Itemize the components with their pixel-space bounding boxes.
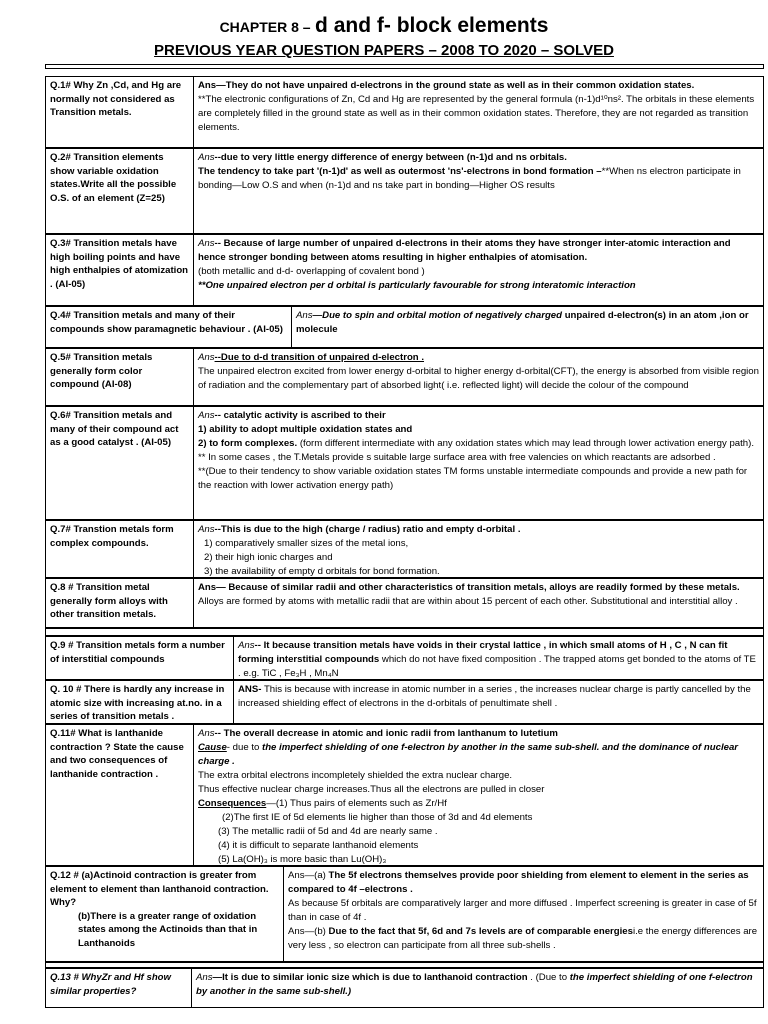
answer-11-consequence-5: (5) La(OH)₃ is more basic than Lu(OH)₃ [218,854,387,865]
answer-5-main: --Due to d-d transition of unpaired d-electron . [214,352,425,363]
answer-8 [194,579,763,627]
question-1: Q.1# Why Zn ,Cd, and Hg are normally not considered as Transition metals. [46,77,194,147]
question-12 [46,867,284,961]
answer-5 [194,349,763,405]
chapter-title: d and f- block elements [315,14,549,37]
answer-11-line-1: The extra orbital electrons incompletely shielded the extra nuclear charge. [198,770,513,781]
answer-1-detail: **The electronic configurations of Zn, Cd and Hg are represented by the general formula (n-1)d¹⁰ns². The orbitals in these elements are completely filled in the ground state as well as in their common oxidation states. Therefore, they are not regarded as transition elements. [198,94,755,133]
answer-13 [192,969,763,1007]
answer-7-point-1: 1) comparatively smaller sizes of the metal ions, [204,538,409,549]
question-5: Q.5# Transition metals generally form color compound (AI-08) [46,349,194,405]
answer-2 [194,149,763,233]
question-4: Q.4# Transition metals and many of their compounds show paramagnetic behaviour . (AI-05) [46,307,292,347]
answer-11-consequence-2: (2)The first IE of 5d elements lie higher than those of 3d and 4d elements [222,812,533,823]
answer-8-detail: Alloys are formed by atoms with metallic radii that are within about 15 percent of each other. Substitutional and interstitial alloy . [198,596,738,607]
answer-11-main: -- The overall decrease in atomic and ionic radii from lanthanum to lutetium [214,728,558,739]
qa-row-1 [45,76,764,148]
qa-row-9 [45,636,764,680]
question-10: Q. 10 # There is hardly any increase in atomic size with increasing at.no. in a series of transition metals . [46,681,234,723]
answer-7-prefix: Ans [198,524,215,535]
answer-12 [284,867,763,961]
qa-row-6 [45,406,764,520]
answer-5-detail: The unpaired electron excited from lower energy d-orbital to higher energy d-orbital(CFT), the energy is absorbed from visible region of radiation and the complementary part of absorbed light( i.e. reflected light) will decide the colour of the compound [198,366,759,391]
answer-7 [194,521,763,577]
answer-12-a-prefix: Ans—(a) [288,870,329,881]
answer-12-b-detail: i.e the energy differences are very less , so electron can participate from all three sub-shells . [288,926,758,951]
qa-row-12 [45,866,764,962]
question-12-b: (b)There is a greater range of oxidation states among the Actinoids than that in Lanthanoids [78,910,258,949]
answer-2-main: --due to very little energy difference of energy between (n-1)d and ns orbitals. [214,152,567,163]
qa-row-3 [45,234,764,306]
chapter-heading [0,14,768,40]
answer-10-detail: This is because with increase in atomic number in a series , the increases nuclear charge is partly cancelled by the increased shielding effect of electrons in the d-orbitals of penultimate shell . [238,684,751,709]
question-13: Q.13 # WhyZr and Hf show similar properties? [46,969,192,1007]
answer-11-consequences-label: Consequences [198,798,267,809]
answer-11-cause-detail: the imperfect shielding of one f-electron by another in the same sub-shell. and the dominance of nuclear charge . [198,742,739,767]
answer-9 [234,637,763,679]
table-gap-spacer [45,628,764,636]
answer-11-consequence-4: (4) it is difficult to separate lanthanoid elements [218,840,419,851]
question-7: Q.7# Transtion metals form complex compounds. [46,521,194,577]
answer-13-detail: . (Due to [527,972,570,983]
answer-11-prefix: Ans [198,728,215,739]
answer-3 [194,235,763,305]
answer-8-main: Ans— Because of similar radii and other characteristics of transition metals, alloys are readily formed by these metals. [198,582,740,593]
answer-4-main-2: unpaired d-electron(s) in an atom ,ion or molecule [296,310,749,335]
answer-13-note: the imperfect shielding of one f-electron by another in the same sub-shell.) [196,972,753,997]
qa-row-2 [45,148,764,234]
answer-7-point-3: 3) the availability of empty d orbitals for bond formation. [204,566,440,577]
answer-13-prefix: Ans [196,972,213,983]
answer-3-main: -- Because of large number of unpaired d-electrons in their atoms they have stronger inter-atomic interaction and hence stronger bonding between atoms resulting in higher enthalpies of atomisation. [198,238,731,263]
qa-row-13 [45,968,764,1008]
question-12-a: Q.12 # (a)Actinoid contraction is greater from element to element than lanthanoid contraction. Why? [50,870,269,909]
answer-6 [194,407,763,519]
answer-2-detail: **When ns electron participate in bonding—Low O.S and when (n-1)d and ns take part in bonding—Higher OS results [198,166,741,191]
qa-row-10 [45,680,764,724]
question-8: Q.8 # Transition metal generally form alloys with other transition metals. [46,579,194,627]
question-6: Q.6# Transition metals and many of their compound act as a good catalyst . (AI-05) [46,407,194,519]
answer-11-cause-label: Cause [198,742,227,753]
answer-6-note-1: ** In some cases , the T.Metals provide s suitable large surface area with free valencies on which reactants are adsorbed . [198,452,716,463]
answer-10-main: ANS- [238,684,262,695]
question-11: Q.11# What is lanthanide contraction ? State the cause and two consequences of lanthanide contraction . [46,725,194,865]
answer-12-b-prefix: Ans—(b) [288,926,329,937]
answer-3-prefix: Ans [198,238,215,249]
answer-11-cause-text: - due to [226,742,262,753]
answer-12-a-detail: As because 5f orbitals are comparatively larger and more diffused . Imperfect screening is greater in case of 5f than in case of 4f . [288,898,757,923]
answer-9-main: -- It because transition metals have voids in their crystal lattice , in which small atoms of H , C , N can fit forming interstitial compounds [238,640,728,665]
answer-10 [234,681,763,723]
answer-9-prefix: Ans [238,640,255,651]
qa-row-5 [45,348,764,406]
answer-6-point-2-detail: (form different intermediate with any oxidation states which may lead through lower activation energy path). [297,438,754,449]
answer-13-main: —It is due to similar ionic size which is due to lanthanoid contraction [212,972,528,983]
answer-11-line-2: Thus effective nuclear charge increases.Thus all the electrons are pulled in closer [198,784,545,795]
answer-3-note: **One unpaired electron per d orbital is particularly favourable for strong interatomic interaction [198,280,636,291]
qa-row-8 [45,578,764,628]
question-9: Q.9 # Transition metals form a number of interstitial compounds [46,637,234,679]
answer-9-detail: which do not have fixed composition . The trapped atoms get bonded to the atoms of TE . e.g. TiC , Fe₃H , Mn₄N [238,654,756,679]
answer-12-b-main: Due to the fact that 5f, 6d and 7s levels are of comparable energies [328,926,633,937]
answer-2-prefix: Ans [198,152,215,163]
question-3: Q.3# Transition metals have high boiling points and have high enthalpies of atomization . (AI-05) [46,235,194,305]
answer-6-note-2: **(Due to their tendency to show variable oxidation states TM forms unstable intermediate compounds and provide a new path for the reaction with lower activation energy path) [198,466,748,491]
answer-4-main: —Due to spin and orbital motion of negatively charged [312,310,563,321]
answer-6-prefix: Ans [198,410,215,421]
answer-2-main-2: The tendency to take part '(n-1)d' as well as outermost 'ns'-electrons in bond formation – [198,166,602,177]
answer-3-detail: (both metallic and d-d- overlapping of covalent bond ) [198,266,425,277]
answer-6-main: -- catalytic activity is ascribed to their [214,410,386,421]
answer-4 [292,307,763,347]
answer-1-main: Ans—They do not have unpaired d-electrons in the ground state as well as in their common oxidation states. [198,80,695,91]
answer-11-consequence-1: —(1) Thus pairs of elements such as Zr/Hf [266,798,447,809]
answer-12-a-main: The 5f electrons themselves provide poor shielding from element to element in the series as compared to 4f –electrons . [288,870,749,895]
answer-6-point-1: 1) ability to adopt multiple oxidation states and [198,424,413,435]
answer-11-consequence-3: (3) The metallic radii of 5d and 4d are nearly same . [218,826,438,837]
question-2: Q.2# Transition elements show variable oxidation states.Write all the possible O.S. of an element (Z=25) [46,149,194,233]
answer-5-prefix: Ans [198,352,215,363]
answer-7-main: --This is due to the high (charge / radius) ratio and empty d-orbital . [214,524,521,535]
page-subtitle: PREVIOUS YEAR QUESTION PAPERS – 2008 TO 2020 – SOLVED [154,42,614,59]
chapter-prefix: CHAPTER 8 – [219,19,311,35]
qa-row-4 [45,306,764,348]
answer-7-point-2: 2) their high ionic charges and [204,552,333,563]
qa-row-7 [45,520,764,578]
answer-4-prefix: Ans [296,310,313,321]
answer-11 [194,725,763,865]
table-top-spacer [45,64,764,69]
answer-1 [194,77,763,147]
answer-6-point-2: 2) to form complexes. [198,438,298,449]
qa-row-11 [45,724,764,866]
